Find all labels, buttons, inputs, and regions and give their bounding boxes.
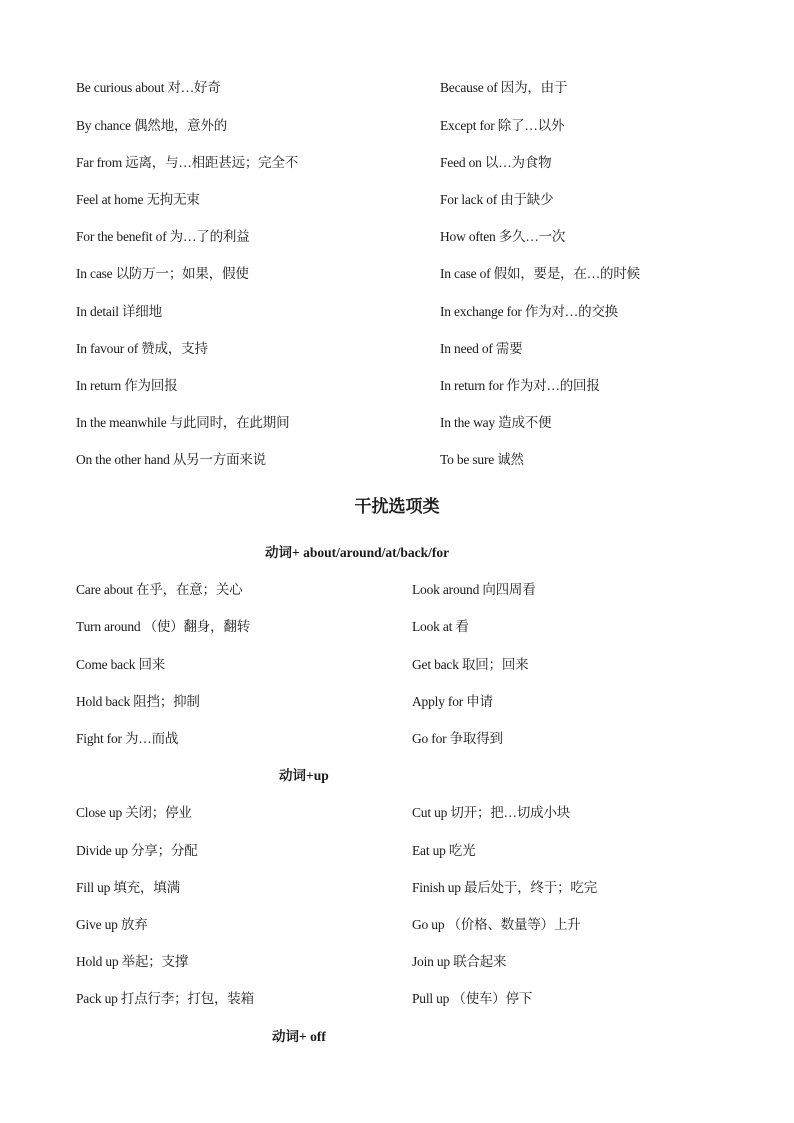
phrase-left: By chance 偶然地，意外的 xyxy=(76,117,228,133)
phrase-right: Feed on 以…为食物 xyxy=(440,154,552,170)
phrase-right: Finish up 最后处于，终于；吃完 xyxy=(412,879,598,895)
list-item xyxy=(0,915,794,935)
phrase-left: Far from 远离，与…相距甚远；完全不 xyxy=(76,154,299,170)
phrase-right: Cut up 切开；把…切成小块 xyxy=(412,805,571,820)
phrase-left: In the meanwhile 与此同时，在此期间 xyxy=(76,415,290,430)
phrase-right: Get back 取回；回来 xyxy=(412,656,529,672)
phrase-left: On the other hand 从另一方面来说 xyxy=(76,452,266,467)
phrase-right: Join up 联合起来 xyxy=(412,954,507,969)
phrase-right: In return for 作为对…的回报 xyxy=(440,377,600,393)
list-item xyxy=(0,617,794,637)
phrase-left: In detail 详细地 xyxy=(76,303,162,319)
phrase-right: To be sure 诚然 xyxy=(440,452,524,467)
phrase-right: Because of 因为，由于 xyxy=(440,80,568,95)
phrase-right: Pull up （使车）停下 xyxy=(412,991,533,1006)
phrase-left: Hold back 阻挡；抑制 xyxy=(76,693,200,709)
phrase-right: In exchange for 作为对…的交换 xyxy=(440,303,618,319)
list-item xyxy=(0,376,794,396)
phrase-right: Go for 争取得到 xyxy=(412,731,503,746)
phrase-right: Except for 除了…以外 xyxy=(440,117,565,133)
phrase-left: Turn around （使）翻身，翻转 xyxy=(76,619,251,634)
phrase-right: In the way 造成不便 xyxy=(440,415,552,430)
sub-heading: 动词+ about/around/at/back/for xyxy=(265,545,450,560)
list-item xyxy=(0,413,794,433)
list-item xyxy=(0,227,794,247)
phrase-right: Go up （价格、数量等）上升 xyxy=(412,917,581,932)
phrase-right: Eat up 吃光 xyxy=(412,842,476,858)
sub-heading: 动词+ off xyxy=(272,1029,326,1044)
phrase-left: Come back 回来 xyxy=(76,656,166,672)
phrase-left: In favour of 赞成，支持 xyxy=(76,340,208,356)
list-item xyxy=(0,580,794,600)
phrase-left: Care about 在乎，在意；关心 xyxy=(76,582,243,597)
list-item xyxy=(0,841,794,861)
list-item xyxy=(0,803,794,823)
phrase-left: For the benefit of 为…了的利益 xyxy=(76,229,250,244)
list-item xyxy=(0,878,794,898)
phrase-left: Divide up 分享；分配 xyxy=(76,842,198,858)
phrase-right: For lack of 由于缺少 xyxy=(440,191,554,207)
phrase-right: Look around 向四周看 xyxy=(412,582,536,597)
sub-heading: 动词+up xyxy=(279,768,329,783)
list-item xyxy=(0,339,794,359)
list-item xyxy=(0,989,794,1009)
phrase-left: Be curious about 对…好奇 xyxy=(76,80,221,95)
list-item xyxy=(0,153,794,173)
phrase-left: Close up 关闭；停业 xyxy=(76,805,192,820)
list-item xyxy=(0,302,794,322)
phrase-left: In return 作为回报 xyxy=(76,377,178,393)
list-item xyxy=(0,655,794,675)
phrase-left: Give up 放弃 xyxy=(76,917,148,932)
list-item xyxy=(0,692,794,712)
list-item xyxy=(0,729,794,749)
list-item xyxy=(0,450,794,470)
phrase-right: In need of 需要 xyxy=(440,340,523,356)
phrase-right: How often 多久…一次 xyxy=(440,229,566,244)
phrase-right: In case of 假如，要是，在…的时候 xyxy=(440,266,640,281)
list-item xyxy=(0,78,794,98)
phrase-left: Hold up 举起；支撑 xyxy=(76,954,189,969)
phrase-left: Pack up 打点行李；打包，装箱 xyxy=(76,991,254,1006)
phrase-left: Fill up 填充，填满 xyxy=(76,879,180,895)
list-item xyxy=(0,190,794,210)
phrase-left: Fight for 为…而战 xyxy=(76,731,179,746)
list-item xyxy=(0,116,794,136)
section-heading: 干扰选项类 xyxy=(354,497,440,516)
list-item xyxy=(0,952,794,972)
phrase-left: In case 以防万一；如果，假使 xyxy=(76,266,249,281)
phrase-right: Apply for 申请 xyxy=(412,693,493,709)
list-item xyxy=(0,264,794,284)
phrase-left: Feel at home 无拘无束 xyxy=(76,191,200,207)
phrase-right: Look at 看 xyxy=(412,619,469,634)
